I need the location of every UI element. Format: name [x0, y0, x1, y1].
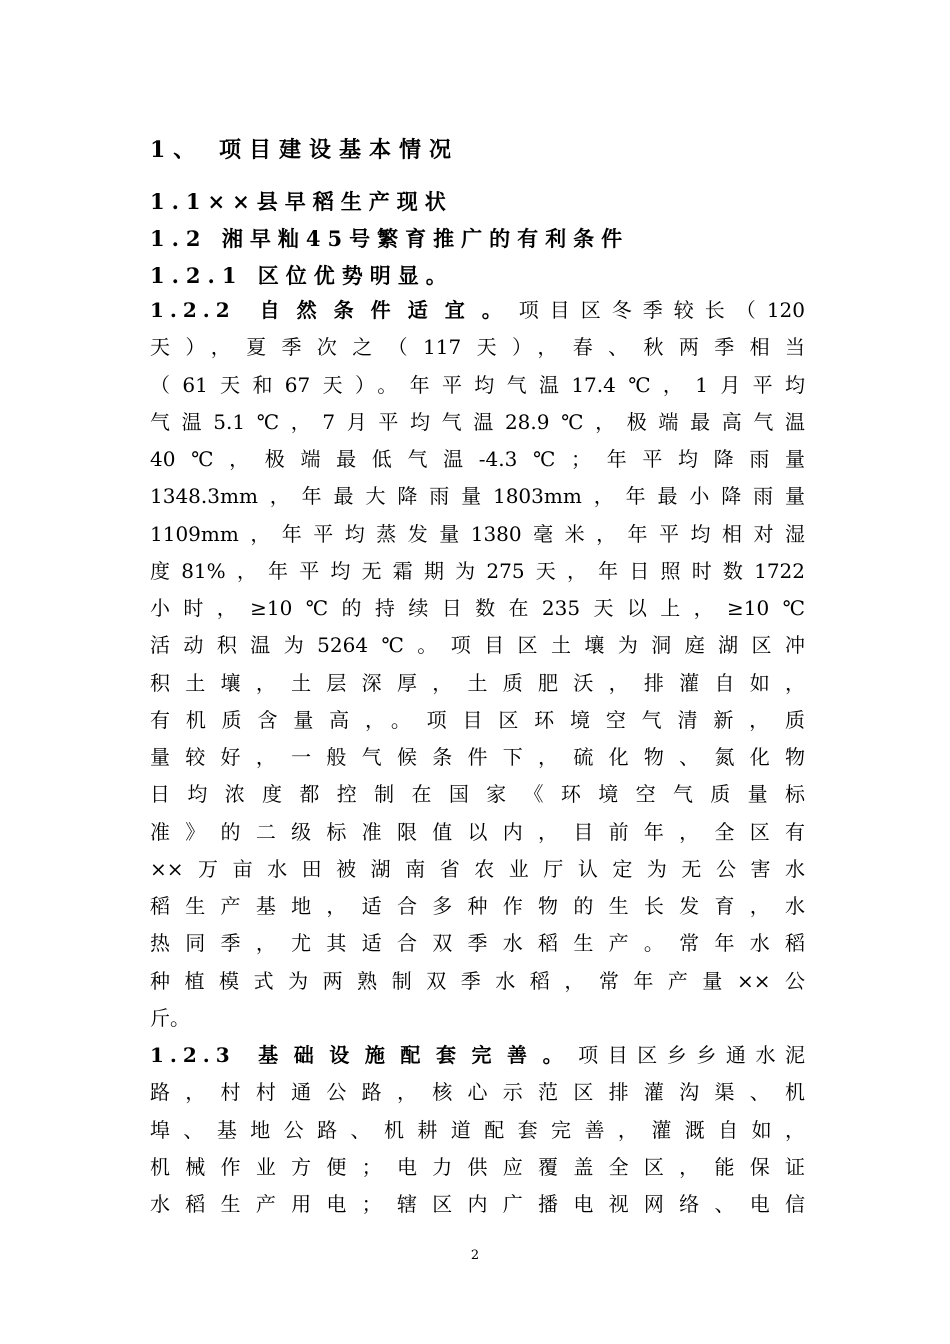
paragraph-lead: 1.2.2 自然条件适宜。: [150, 298, 519, 322]
paragraph-line: （61天和67天）。年平均气温17.4℃，1月平均: [150, 372, 805, 397]
paragraph-line: 路，村村通公路，核心示范区排灌沟渠、机: [150, 1080, 805, 1105]
paragraph-line: 1109mm，年平均蒸发量1380毫米，年平均相对湿: [150, 521, 805, 546]
paragraph-line: 有机质含量高，。项目区环境空气清新，质: [150, 707, 805, 732]
paragraph-line: 稻生产基地，适合多种作物的生长发育，水: [150, 894, 805, 918]
paragraph-line: 1348.3mm，年最大降雨量1803mm，年最小降雨量: [150, 484, 805, 509]
paragraph-infrastructure: [150, 1042, 805, 1228]
paragraph-line: 量较好，一般气候条件下，硫化物、氮化物: [150, 745, 805, 769]
paragraph-line: 斤。: [150, 1005, 190, 1030]
paragraph-line: [150, 1042, 805, 1079]
paragraph-line: 种植模式为两熟制双季水稻，常年产量××公: [150, 968, 805, 993]
paragraph-lead: 1.2.3 基础设施配套完善。: [150, 1043, 579, 1067]
page-number: 2: [470, 1248, 480, 1263]
paragraph-line: 机械作业方便；电力供应覆盖全区，能保证: [150, 1154, 805, 1179]
paragraph-line: 积土壤，土层深厚，土质肥沃，排灌自如，: [150, 670, 805, 695]
line-text: 项目区乡乡通水泥: [578, 1043, 806, 1067]
line-text: 项目区冬季较长（120: [518, 298, 805, 322]
paragraph-line: 准》的二级标准限值以内，目前年，全区有: [150, 819, 805, 844]
paragraph-line: [150, 297, 805, 334]
subheading-1-2-1: 1.2.1 区位优势明显。: [150, 263, 454, 288]
paragraph-line: 活动积温为5264℃。项目区土壤为洞庭湖区冲: [150, 633, 805, 658]
subheading-1-2: 1.2 湘早籼45号繁育推广的有利条件: [150, 226, 630, 251]
subheading-1-1: 1.1××县早稻生产现状: [150, 189, 453, 214]
paragraph-line: 热同季，尤其适合双季水稻生产。常年水稻: [150, 931, 805, 956]
paragraph-line: 度81%，年平均无霜期为275天，年日照时数1722: [150, 558, 805, 583]
paragraph-line: 40℃，极端最低气温-4.3℃；年平均降雨量: [150, 447, 805, 471]
paragraph-natural-conditions: [150, 297, 805, 1042]
paragraph-line: 埠、基地公路、机耕道配套完善，灌溉自如，: [150, 1117, 805, 1142]
paragraph-line: 日均浓度都控制在国家《环境空气质量标: [150, 782, 805, 807]
paragraph-line: 气温5.1℃，7月平均气温28.9℃，极端最高气温: [150, 409, 805, 434]
paragraph-line: 水稻生产用电；辖区内广播电视网络、电信: [150, 1192, 805, 1216]
section-heading: 1、 项目建设基本情况: [150, 137, 459, 163]
paragraph-line: 天），夏季次之（117天），春、秋两季相当: [150, 335, 805, 360]
paragraph-line: ××万亩水田被湖南省农业厅认定为无公害水: [150, 856, 805, 881]
paragraph-line: 小时，≥10℃的持续日数在235天以上，≥10℃: [150, 596, 805, 620]
